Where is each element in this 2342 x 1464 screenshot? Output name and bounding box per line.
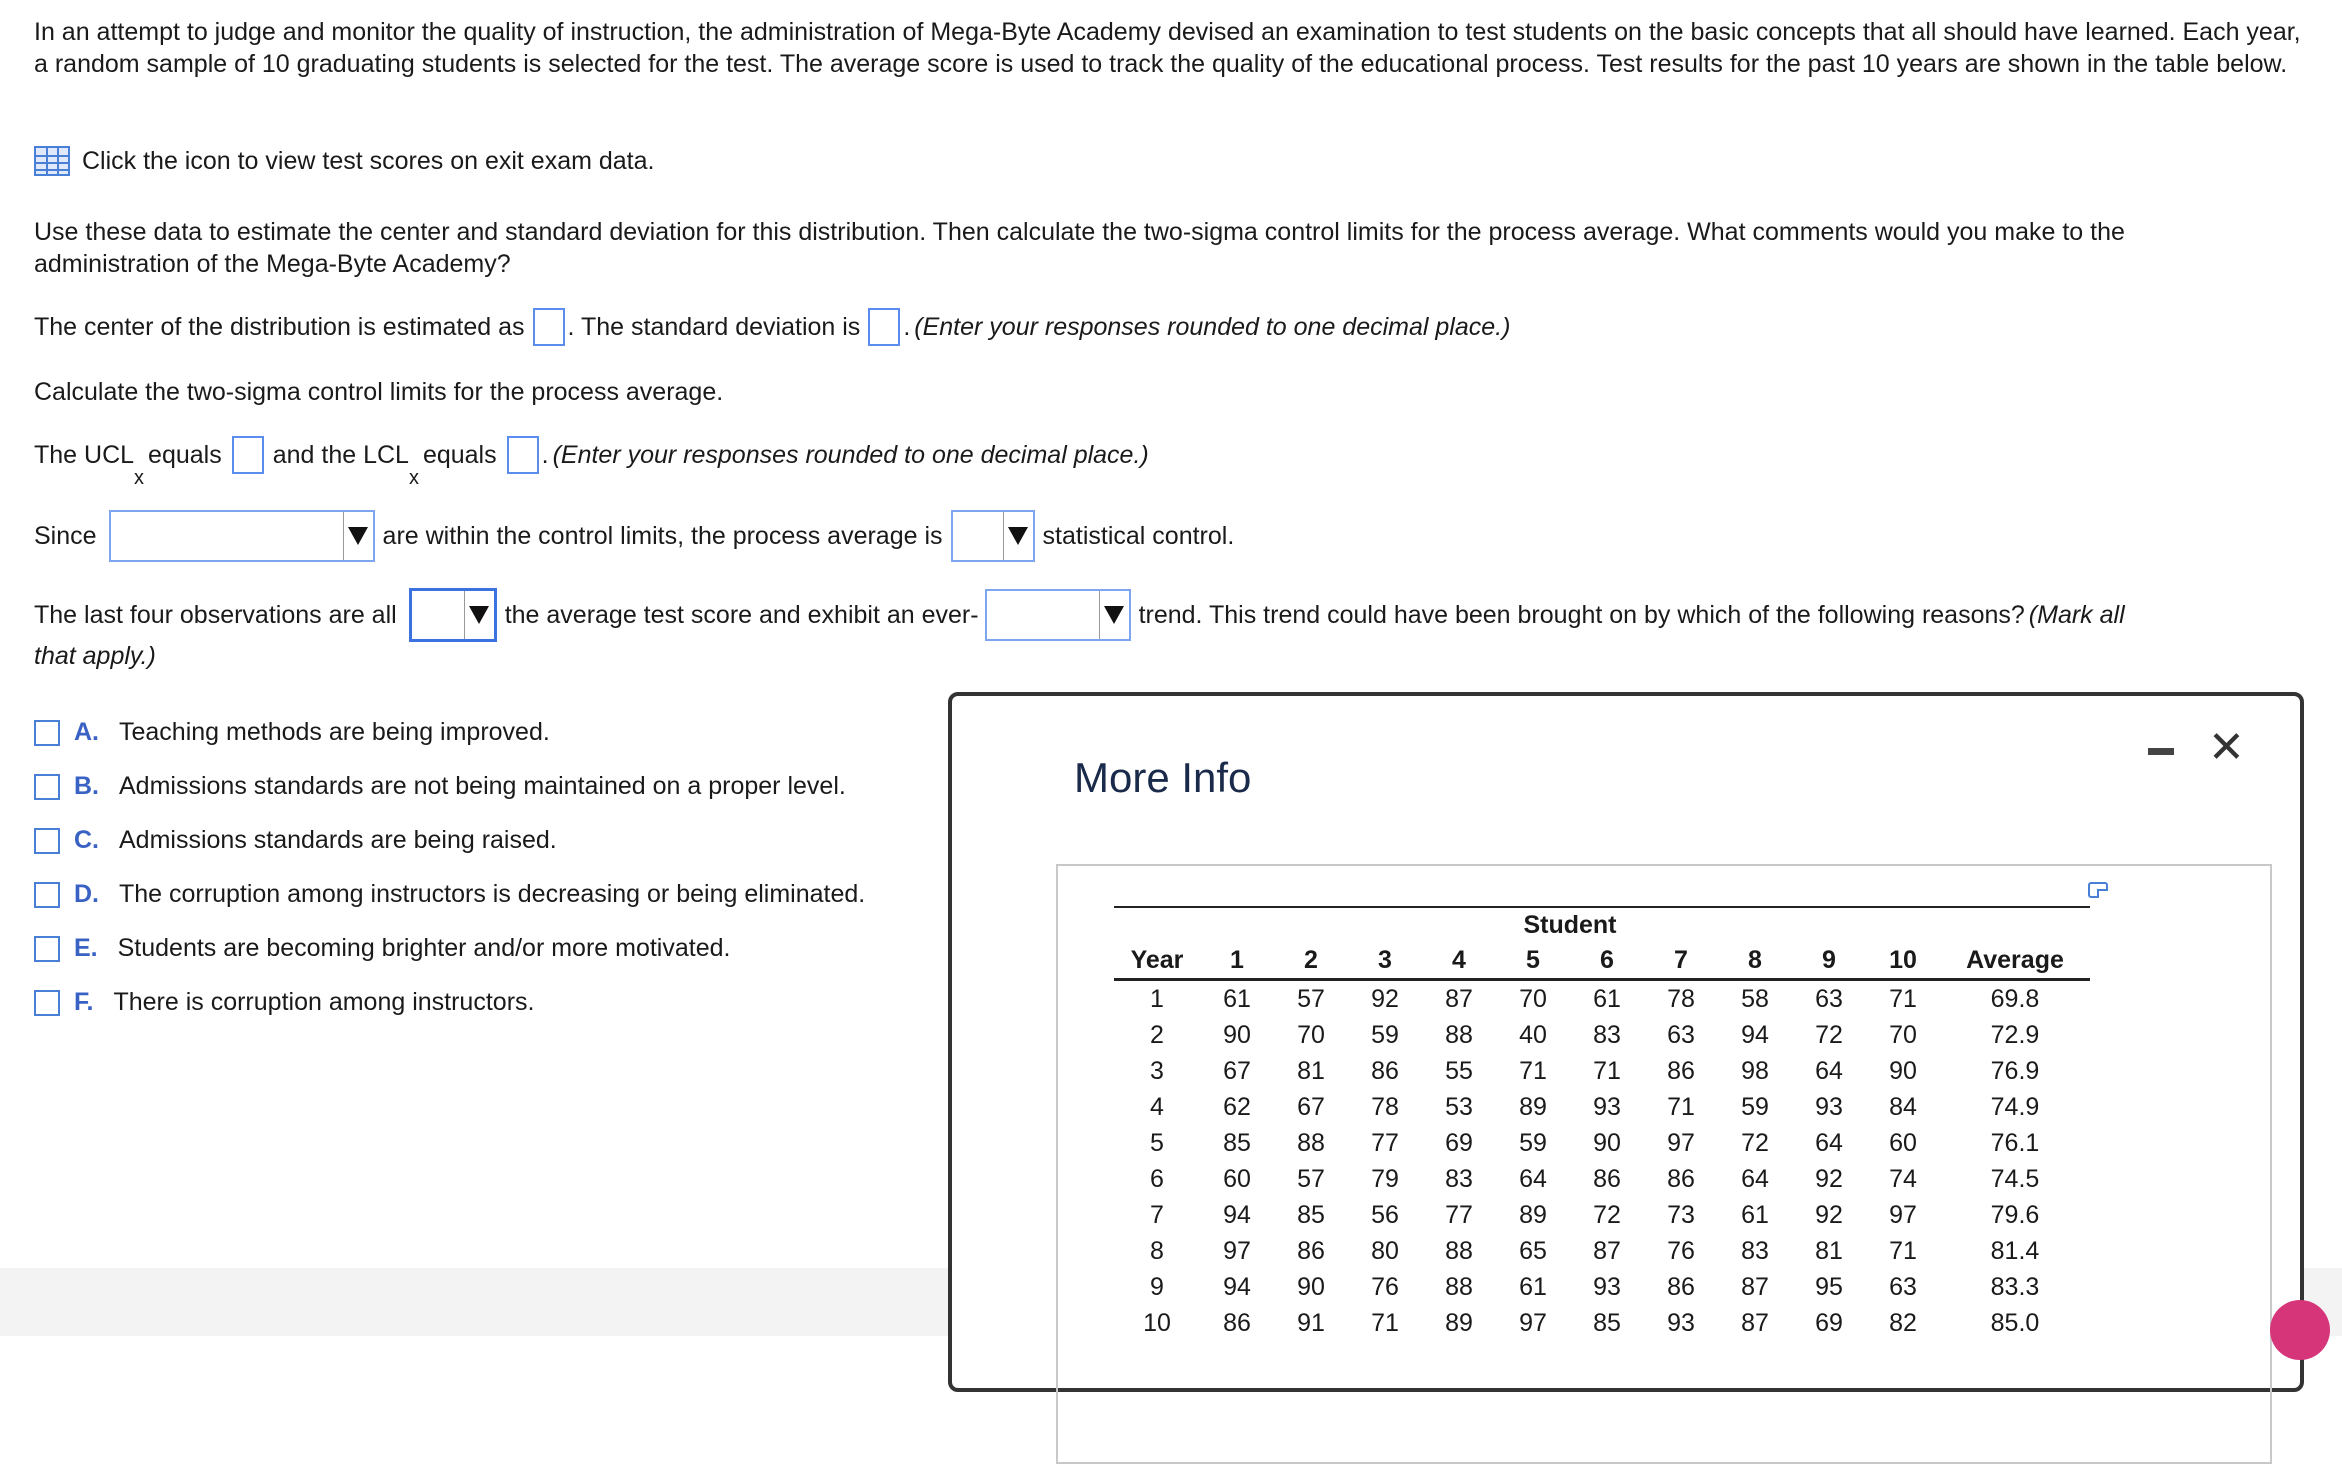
table-cell: 95 (1815, 1272, 1843, 1301)
center-hint: (Enter your responses rounded to one decimal place.) (914, 312, 1511, 341)
table-cell: 60 (1889, 1128, 1917, 1157)
option-text[interactable]: There is corruption among instructors. (113, 988, 535, 1016)
table-cell: 60 (1223, 1164, 1251, 1193)
scores-table (1114, 906, 2090, 1341)
table-cell: 63 (1667, 1020, 1695, 1049)
chevron-down-icon[interactable] (343, 512, 373, 560)
minimize-icon[interactable] (2148, 748, 2174, 755)
table-cell: 64 (1741, 1164, 1769, 1193)
checkbox[interactable] (34, 774, 60, 800)
table-cell: 69.8 (1990, 984, 2040, 1013)
table-cell: 81 (1815, 1236, 1843, 1265)
table-cell: 65 (1519, 1236, 1547, 1265)
data-panel (1056, 864, 2272, 1464)
table-cell: 85 (1593, 1308, 1621, 1337)
header-row (1114, 942, 2090, 980)
table-cell: 61 (1223, 984, 1251, 1013)
option-d[interactable] (34, 880, 865, 909)
table-cell: 86 (1593, 1164, 1621, 1193)
table-cell: 57 (1297, 1164, 1325, 1193)
ucl-label: The UCL (34, 440, 135, 469)
option-f[interactable] (34, 988, 534, 1017)
center-label: The center of the distribution is estimated as (34, 312, 525, 341)
col-header: 9 (1792, 942, 1866, 980)
checkbox[interactable] (34, 882, 60, 908)
table-cell: 3 (1150, 1056, 1164, 1085)
table-cell: 67 (1297, 1092, 1325, 1121)
option-b[interactable] (34, 772, 846, 801)
table-cell: 4 (1150, 1092, 1164, 1121)
dialog-title: More Info (1074, 754, 1252, 801)
table-row (1114, 980, 2090, 1018)
center-question (34, 308, 1510, 346)
table-row (1114, 1053, 2090, 1089)
table-cell: 2 (1150, 1020, 1164, 1049)
table-cell: 92 (1371, 984, 1399, 1013)
table-cell: 74 (1889, 1164, 1917, 1193)
table-cell: 71 (1889, 1236, 1917, 1265)
col-header: 3 (1348, 942, 1422, 980)
sd-label: . The standard deviation is (567, 312, 861, 341)
table-cell: 71 (1593, 1056, 1621, 1085)
table-cell: 89 (1519, 1200, 1547, 1229)
option-letter: F. (74, 988, 94, 1016)
table-cell: 56 (1371, 1200, 1399, 1229)
table-cell: 9 (1150, 1272, 1164, 1301)
table-row (1114, 1125, 2090, 1161)
table-cell: 89 (1519, 1092, 1547, 1121)
option-letter: C. (74, 826, 99, 854)
more-info-dialog (948, 692, 2304, 1392)
table-cell: 76 (1667, 1236, 1695, 1265)
table-cell: 88 (1445, 1236, 1473, 1265)
table-cell: 86 (1371, 1056, 1399, 1085)
table-cell: 83 (1741, 1236, 1769, 1265)
last-four-question (34, 588, 2125, 642)
table-cell: 93 (1593, 1092, 1621, 1121)
table-cell: 59 (1371, 1020, 1399, 1049)
table-cell: 88 (1445, 1020, 1473, 1049)
option-letter: D. (74, 880, 99, 908)
last-four-label: The last four observations are all (34, 600, 397, 629)
table-cell: 61 (1593, 984, 1621, 1013)
table-cell: 59 (1741, 1092, 1769, 1121)
table-cell: 57 (1297, 984, 1325, 1013)
table-cell: 83 (1445, 1164, 1473, 1193)
table-cell: 90 (1889, 1056, 1917, 1085)
mark-all-hint-2: that apply.) (34, 642, 156, 670)
table-cell: 71 (1889, 984, 1917, 1013)
col-header: Year (1114, 942, 1200, 980)
ucl-input[interactable] (232, 436, 264, 474)
table-cell: 71 (1519, 1056, 1547, 1085)
table-cell: 69 (1815, 1308, 1843, 1337)
table-row (1114, 1017, 2090, 1053)
table-row (1114, 1089, 2090, 1125)
col-header: 10 (1866, 942, 1940, 980)
option-letter: E. (74, 934, 98, 962)
table-cell: 93 (1667, 1308, 1695, 1337)
table-cell: 91 (1297, 1308, 1325, 1337)
table-cell: 83.3 (1990, 1272, 2040, 1301)
table-cell: 1 (1150, 984, 1164, 1013)
ucl-equals: equals (148, 440, 222, 469)
table-cell: 98 (1741, 1056, 1769, 1085)
table-cell: 72 (1741, 1128, 1769, 1157)
col-header: 1 (1200, 942, 1274, 980)
table-body (1114, 980, 2090, 1342)
table-cell: 40 (1519, 1020, 1547, 1049)
table-cell: 6 (1150, 1164, 1164, 1193)
control-dropdown[interactable] (951, 510, 1035, 562)
checkbox[interactable] (34, 990, 60, 1016)
table-cell: 76.1 (1990, 1128, 2040, 1157)
lcl-input[interactable] (507, 436, 539, 474)
last-four-dropdown[interactable] (409, 588, 497, 642)
option-a[interactable] (34, 718, 550, 747)
help-badge[interactable] (2270, 1300, 2330, 1360)
table-cell: 87 (1593, 1236, 1621, 1265)
center-input[interactable] (533, 308, 565, 346)
trend-text: trend. This trend could have been brought on by which of the following reasons? (1138, 600, 2025, 629)
table-cell: 90 (1593, 1128, 1621, 1157)
sd-input[interactable] (868, 308, 900, 346)
table-cell: 81.4 (1990, 1236, 2040, 1265)
col-header: 6 (1570, 942, 1644, 980)
table-cell: 58 (1741, 984, 1769, 1013)
table-cell: 87 (1445, 984, 1473, 1013)
mark-all-hint: (Mark all (2028, 600, 2125, 629)
ucl-period: . (541, 440, 549, 469)
table-cell: 88 (1445, 1272, 1473, 1301)
table-cell: 63 (1889, 1272, 1917, 1301)
expand-icon[interactable] (2088, 882, 2108, 898)
table-cell: 61 (1741, 1200, 1769, 1229)
table-cell: 76.9 (1990, 1056, 2040, 1085)
table-cell: 92 (1815, 1200, 1843, 1229)
table-cell: 93 (1815, 1092, 1843, 1121)
table-cell: 92 (1815, 1164, 1843, 1193)
within-limits-text: are within the control limits, the process average is (382, 521, 943, 550)
table-cell: 85.0 (1990, 1308, 2040, 1337)
table-cell: 79 (1371, 1164, 1399, 1193)
table-cell: 70 (1297, 1020, 1325, 1049)
option-e[interactable] (34, 934, 730, 963)
instructions-text: Use these data to estimate the center and standard deviation for this distribution. Then calculate the two-sigma control limits for the process average. What comments would you make to the administration of the Mega-Byte Academy? (34, 218, 2125, 278)
table-cell: 72 (1593, 1200, 1621, 1229)
table-icon[interactable] (34, 146, 70, 176)
data-link-text[interactable]: Click the icon to view test scores on exit exam data. (82, 146, 655, 175)
table-cell: 86 (1297, 1236, 1325, 1265)
col-header: 7 (1644, 942, 1718, 980)
table-cell: 69 (1445, 1128, 1473, 1157)
since-label: Since (34, 521, 97, 550)
table-cell: 62 (1223, 1092, 1251, 1121)
option-text[interactable]: Admissions standards are not being maintained on a proper level. (119, 772, 846, 800)
option-text[interactable]: Teaching methods are being improved. (119, 718, 550, 746)
table-cell: 64 (1815, 1128, 1843, 1157)
lcl-subscript: x (408, 467, 419, 489)
table-cell: 71 (1667, 1092, 1695, 1121)
chevron-down-icon[interactable] (1003, 512, 1033, 560)
table-cell: 94 (1741, 1020, 1769, 1049)
statistical-control-text: statistical control. (1042, 521, 1235, 550)
checkbox[interactable] (34, 720, 60, 746)
table-cell: 7 (1150, 1200, 1164, 1229)
table-cell: 72 (1815, 1020, 1843, 1049)
table-cell: 85 (1297, 1200, 1325, 1229)
table-cell: 78 (1371, 1092, 1399, 1121)
table-row (1114, 1269, 2090, 1305)
col-header: 2 (1274, 942, 1348, 980)
table-cell: 87 (1741, 1308, 1769, 1337)
table-cell: 53 (1445, 1092, 1473, 1121)
option-c[interactable] (34, 826, 557, 855)
option-letter: A. (74, 718, 99, 746)
table-cell: 61 (1519, 1272, 1547, 1301)
option-text[interactable]: The corruption among instructors is decreasing or being eliminated. (119, 880, 866, 908)
checkbox[interactable] (34, 936, 60, 962)
col-header: 8 (1718, 942, 1792, 980)
table-cell: 89 (1445, 1308, 1473, 1337)
table-row (1114, 1161, 2090, 1197)
table-cell: 88 (1297, 1128, 1325, 1157)
table-cell: 77 (1371, 1128, 1399, 1157)
table-cell: 84 (1889, 1092, 1917, 1121)
table-cell: 77 (1445, 1200, 1473, 1229)
table-cell: 74.9 (1990, 1092, 2040, 1121)
table-cell: 63 (1815, 984, 1843, 1013)
ucl-subscript: x (134, 467, 145, 489)
table-cell: 85 (1223, 1128, 1251, 1157)
col-header: 4 (1422, 942, 1496, 980)
table-row (1114, 1233, 2090, 1269)
checkbox[interactable] (34, 828, 60, 854)
table-cell: 97 (1667, 1128, 1695, 1157)
table-cell: 70 (1519, 984, 1547, 1013)
intro-text: In an attempt to judge and monitor the quality of instruction, the administration of Mega-Byte Academy devised an examination to test students on the basic concepts that all should have learned. Each year, a random sample of 10 graduating students is selected for the test. The average score is used to track the quality of the educational process. Test results for the past 10 years are shown in the table below. (34, 18, 2301, 78)
data-link-row[interactable] (34, 146, 654, 176)
table-cell: 86 (1223, 1308, 1251, 1337)
table-cell: 71 (1371, 1308, 1399, 1337)
table-cell: 73 (1667, 1200, 1695, 1229)
table-cell: 97 (1519, 1308, 1547, 1337)
since-dropdown[interactable] (109, 510, 375, 562)
table-cell: 79.6 (1990, 1200, 2040, 1229)
table-cell: 78 (1667, 984, 1695, 1013)
chevron-down-icon[interactable] (464, 591, 494, 639)
table-cell: 86 (1667, 1056, 1695, 1085)
table-cell: 94 (1223, 1200, 1251, 1229)
table-cell: 64 (1519, 1164, 1547, 1193)
student-header: Student (1523, 910, 1617, 939)
table-cell: 94 (1223, 1272, 1251, 1301)
table-cell: 90 (1297, 1272, 1325, 1301)
table-cell: 80 (1371, 1236, 1399, 1265)
table-cell: 81 (1297, 1056, 1325, 1085)
table-cell: 86 (1667, 1272, 1695, 1301)
option-text[interactable]: Admissions standards are being raised. (119, 826, 557, 854)
table-cell: 67 (1223, 1056, 1251, 1085)
col-header: Average (1940, 942, 2090, 980)
ever-text: the average test score and exhibit an ever- (504, 600, 979, 629)
lcl-label: and the LCL (272, 440, 409, 469)
table-cell: 83 (1593, 1020, 1621, 1049)
trend-dropdown[interactable] (985, 589, 1131, 641)
table-cell: 97 (1223, 1236, 1251, 1265)
table-cell: 55 (1445, 1056, 1473, 1085)
col-header: 5 (1496, 942, 1570, 980)
table-cell: 87 (1741, 1272, 1769, 1301)
table-cell: 5 (1150, 1128, 1164, 1157)
option-text[interactable]: Students are becoming brighter and/or more motivated. (117, 934, 731, 962)
table-cell: 76 (1371, 1272, 1399, 1301)
table-cell: 90 (1223, 1020, 1251, 1049)
table-cell: 74.5 (1990, 1164, 2040, 1193)
table-cell: 72.9 (1990, 1020, 2040, 1049)
calc-line: Calculate the two-sigma control limits for the process average. (34, 378, 724, 406)
table-cell: 93 (1593, 1272, 1621, 1301)
table-cell: 86 (1667, 1164, 1695, 1193)
table-cell: 8 (1150, 1236, 1164, 1265)
table-cell: 59 (1519, 1128, 1547, 1157)
center-period: . (903, 312, 911, 341)
option-letter: B. (74, 772, 99, 800)
table-cell: 64 (1815, 1056, 1843, 1085)
close-icon[interactable]: ✕ (2208, 723, 2245, 772)
ucl-hint: (Enter your responses rounded to one decimal place.) (552, 440, 1149, 469)
ucl-question (34, 436, 1149, 489)
chevron-down-icon[interactable] (1099, 591, 1129, 639)
table-row (1114, 1197, 2090, 1233)
table-cell: 97 (1889, 1200, 1917, 1229)
lcl-equals: equals (422, 440, 497, 469)
table-cell: 82 (1889, 1308, 1917, 1337)
since-question (34, 510, 1234, 562)
table-cell: 10 (1143, 1308, 1171, 1337)
table-cell: 70 (1889, 1020, 1917, 1049)
